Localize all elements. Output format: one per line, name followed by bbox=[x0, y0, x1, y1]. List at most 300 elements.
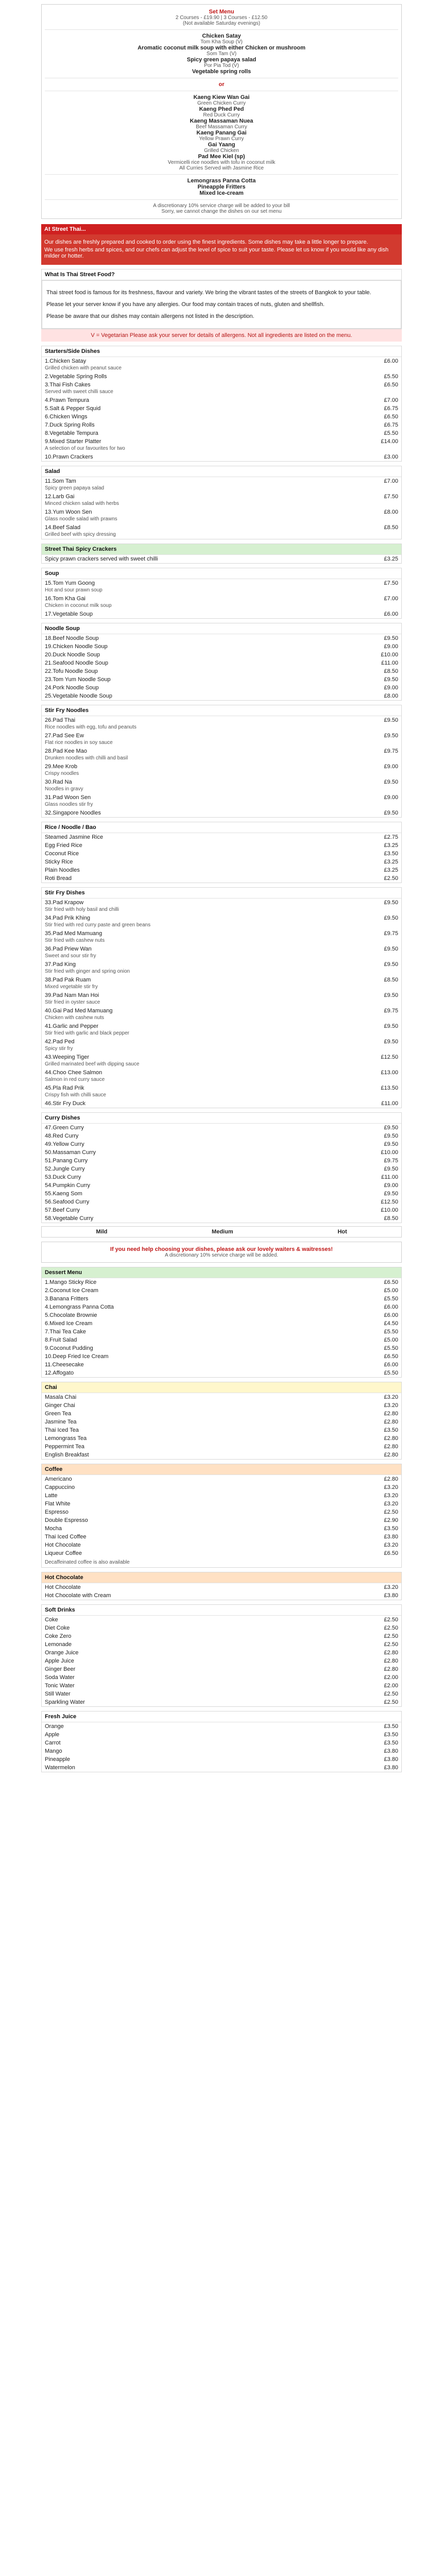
menu-item-price: £5.50 bbox=[384, 374, 398, 380]
menu-item-price: £5.00 bbox=[384, 1287, 398, 1294]
dessert-header: Dessert Menu bbox=[42, 1267, 401, 1278]
menu-item-row bbox=[42, 991, 401, 999]
menu-item-price: £9.50 bbox=[384, 779, 398, 785]
menu-item-row bbox=[42, 610, 401, 618]
menu-item-name: 4.Prawn Tempura bbox=[45, 397, 90, 403]
menu-item-row bbox=[42, 1369, 401, 1377]
menu-item-name: 18.Beef Noodle Soup bbox=[45, 635, 99, 641]
menu-item-desc: Salmon in red curry sauce bbox=[45, 1077, 105, 1082]
set-menu-min: (Not available Saturday evenings) bbox=[182, 21, 261, 26]
menu-item-price: £7.00 bbox=[384, 397, 398, 403]
menu-item-row bbox=[42, 716, 401, 724]
menu-item-price: £9.50 bbox=[384, 717, 398, 723]
menu-item-price: £6.00 bbox=[384, 1362, 398, 1368]
menu-item-price: £3.20 bbox=[384, 1542, 398, 1548]
menu-item-row bbox=[42, 1099, 401, 1108]
menu-item-row bbox=[42, 1541, 401, 1549]
menu-item-price: £7.50 bbox=[384, 580, 398, 586]
legend-medium: Medium bbox=[212, 1229, 233, 1235]
menu-item-name: 37.Pad King bbox=[45, 961, 76, 968]
menu-item-name: 29.Mee Krob bbox=[45, 764, 77, 770]
menu-item-desc: Hot and sour prawn soup bbox=[45, 587, 103, 593]
menu-item-price: £9.50 bbox=[384, 992, 398, 998]
menu-item-name: Lemongrass Tea bbox=[45, 1435, 87, 1442]
menu-item-price: £2.80 bbox=[384, 1666, 398, 1672]
menu-item-row bbox=[42, 1434, 401, 1443]
menu-item-price: £3.20 bbox=[384, 1394, 398, 1400]
menu-item-row bbox=[42, 1690, 401, 1698]
menu-item-price: £9.00 bbox=[384, 643, 398, 650]
menu-item-row bbox=[42, 659, 401, 667]
menu-item-row bbox=[42, 1731, 401, 1739]
menu-item-name: Steamed Jasmine Rice bbox=[45, 834, 104, 840]
menu-item-row bbox=[42, 1007, 401, 1015]
menu-item-row bbox=[42, 1508, 401, 1516]
menu-item-row bbox=[42, 1665, 401, 1673]
menu-item-row bbox=[42, 1722, 401, 1731]
menu-item-price: £9.75 bbox=[384, 1158, 398, 1164]
menu-item-row bbox=[42, 372, 401, 381]
menu-item-row bbox=[42, 1344, 401, 1352]
menu-item-name: 51.Panang Curry bbox=[45, 1158, 88, 1164]
menu-item-price: £12.50 bbox=[381, 1199, 398, 1205]
menu-item-row bbox=[42, 945, 401, 953]
set-dessert: Lemongrass Panna Cotta bbox=[187, 178, 256, 184]
menu-item-name: English Breakfast bbox=[45, 1452, 89, 1458]
menu-item-row bbox=[42, 1764, 401, 1772]
menu-item-price: £5.50 bbox=[384, 1329, 398, 1335]
menu-item-row bbox=[42, 1038, 401, 1046]
menu-item-price: £7.00 bbox=[384, 596, 398, 602]
menu-item-price: £9.50 bbox=[384, 1133, 398, 1139]
menu-item-name: 20.Duck Noodle Soup bbox=[45, 652, 100, 658]
menu-item-desc: Sweet and sour stir fry bbox=[45, 953, 96, 959]
menu-item-row bbox=[42, 1533, 401, 1541]
menu-item-row bbox=[42, 1190, 401, 1198]
menu-item-name: 25.Vegetable Noodle Soup bbox=[45, 693, 112, 699]
menu-item-row bbox=[42, 1352, 401, 1361]
menu-item-row bbox=[42, 747, 401, 755]
menu-item-name: Egg Fried Rice bbox=[45, 842, 82, 849]
menu-item-price: £2.80 bbox=[384, 1419, 398, 1425]
section-header: Starters/Side Dishes bbox=[42, 346, 401, 357]
set-starter-sub: Por Pia Tod (V) bbox=[204, 63, 239, 69]
menu-item-row bbox=[42, 667, 401, 675]
menu-item-price: £9.50 bbox=[384, 733, 398, 739]
coffee-section bbox=[41, 1464, 402, 1568]
menu-item-price: £2.80 bbox=[384, 1650, 398, 1656]
menu-item-price: £6.75 bbox=[384, 405, 398, 412]
menu-item-name: 7.Duck Spring Rolls bbox=[45, 422, 95, 428]
info-section bbox=[41, 269, 402, 329]
menu-item-price: £9.50 bbox=[384, 1166, 398, 1172]
set-mains bbox=[45, 94, 398, 171]
section-header: Stir Fry Noodles bbox=[42, 705, 401, 716]
menu-item-price: £11.00 bbox=[381, 1174, 398, 1180]
menu-item-desc: Drunken noodles with chilli and basil bbox=[45, 755, 128, 761]
menu-item-price: £6.50 bbox=[384, 1353, 398, 1360]
menu-item-price: £9.75 bbox=[384, 1008, 398, 1014]
menu-item-name: 6.Mixed Ice Cream bbox=[45, 1320, 93, 1327]
menu-item-name: Jasmine Tea bbox=[45, 1419, 77, 1425]
soft-drinks-section bbox=[41, 1604, 402, 1707]
menu-item-name: 10.Prawn Crackers bbox=[45, 454, 93, 460]
menu-item-name: Peppermint Tea bbox=[45, 1444, 84, 1450]
menu-item-row bbox=[42, 1591, 401, 1600]
menu-item-price: £9.50 bbox=[384, 1191, 398, 1197]
set-dessert: Pineapple Fritters bbox=[197, 184, 246, 190]
menu-section bbox=[41, 887, 402, 1108]
menu-item-row bbox=[42, 1492, 401, 1500]
section-header: Salad bbox=[42, 466, 401, 477]
menu-item-name: 11.Cheesecake bbox=[45, 1362, 84, 1368]
menu-item-row bbox=[42, 523, 401, 532]
menu-item-price: £10.00 bbox=[381, 1207, 398, 1213]
menu-item-name: Ginger Chai bbox=[45, 1402, 75, 1409]
menu-item-name: 7.Thai Tea Cake bbox=[45, 1329, 86, 1335]
menu-item-price: £9.50 bbox=[384, 1039, 398, 1045]
menu-item-desc: Flat rice noodles in soy sauce bbox=[45, 740, 113, 745]
menu-item-name: Orange bbox=[45, 1723, 64, 1730]
menu-item-price: £9.50 bbox=[384, 676, 398, 683]
menu-item-price: £5.50 bbox=[384, 1296, 398, 1302]
section-header: Noodle Soup bbox=[42, 623, 401, 634]
menu-item-name: Cappuccino bbox=[45, 1484, 75, 1490]
section-header: Street Thai Spicy Crackers bbox=[42, 544, 401, 555]
menu-item-name: 47.Green Curry bbox=[45, 1125, 84, 1131]
menu-item-desc: Served with sweet chilli sauce bbox=[45, 389, 113, 395]
menu-item-desc: Minced chicken salad with herbs bbox=[45, 501, 119, 506]
set-main-sub: Red Duck Curry bbox=[203, 112, 240, 118]
menu-item-desc: Crispy fish with chilli sauce bbox=[45, 1092, 106, 1098]
menu-item-name: 31.Pad Woon Sen bbox=[45, 794, 91, 801]
menu-item-name: 12.Affogato bbox=[45, 1370, 74, 1376]
info-header: What Is Thai Street Food? bbox=[42, 269, 401, 280]
set-main: Kaeng Massaman Nuea bbox=[190, 118, 253, 124]
menu-item-name: Lemonade bbox=[45, 1641, 72, 1648]
set-main-sub: Grilled Chicken bbox=[204, 148, 239, 154]
set-main-sub: Beef Massaman Curry bbox=[196, 124, 247, 130]
menu-item-desc: Rice noodles with egg, tofu and peanuts bbox=[45, 724, 137, 730]
menu-item-row bbox=[42, 1132, 401, 1140]
menu-item-row bbox=[42, 866, 401, 874]
menu-item-row bbox=[42, 1649, 401, 1657]
menu-item-row bbox=[42, 1295, 401, 1303]
coffee-note: Decaffeinated coffee is also available bbox=[45, 1560, 130, 1565]
menu-item-row bbox=[42, 1393, 401, 1401]
menu-item-price: £2.00 bbox=[384, 1683, 398, 1689]
menu-item-name: 1.Chicken Satay bbox=[45, 358, 87, 364]
menu-item-name: 19.Chicken Noodle Soup bbox=[45, 643, 108, 650]
fresh-juice-section bbox=[41, 1711, 402, 1772]
menu-item-price: £3.50 bbox=[384, 1723, 398, 1730]
menu-item-price: £9.75 bbox=[384, 748, 398, 754]
allergy-text: Please let your server know if you have any allergies. Our food may contain traces of nuts, gluten and shellfish. bbox=[46, 301, 325, 308]
menu-item-name: 11.Som Tam bbox=[45, 478, 76, 484]
menu-item-name: 21.Seafood Noodle Soup bbox=[45, 660, 108, 666]
menu-item-name: 40.Gai Pad Med Mamuang bbox=[45, 1008, 113, 1014]
menu-item-price: £3.25 bbox=[384, 842, 398, 849]
menu-item-price: £6.00 bbox=[384, 358, 398, 364]
set-desserts bbox=[45, 178, 398, 196]
menu-item-price: £10.00 bbox=[381, 652, 398, 658]
menu-item-desc: Spicy green papaya salad bbox=[45, 485, 105, 491]
menu-item-name: Coconut Rice bbox=[45, 851, 79, 857]
menu-item-name: 2.Vegetable Spring Rolls bbox=[45, 374, 107, 380]
menu-item-price: £2.80 bbox=[384, 1411, 398, 1417]
menu-item-row bbox=[42, 1173, 401, 1181]
set-mains-note: All Curries Served with Jasmine Rice bbox=[179, 165, 264, 171]
menu-item-name: 15.Tom Yum Goong bbox=[45, 580, 95, 586]
menu-item-desc: Stir fried with cashew nuts bbox=[45, 938, 105, 943]
menu-item-price: £10.00 bbox=[381, 1149, 398, 1156]
menu-item-price: £2.00 bbox=[384, 1674, 398, 1681]
hot-chocolate-header: Hot Chocolate bbox=[42, 1572, 401, 1583]
menu-item-name: 6.Chicken Wings bbox=[45, 414, 88, 420]
menu-item-name: Tonic Water bbox=[45, 1683, 75, 1689]
menu-item-desc: Chicken with cashew nuts bbox=[45, 1015, 105, 1021]
legend-hot: Hot bbox=[337, 1229, 347, 1235]
menu-item-row bbox=[42, 1328, 401, 1336]
menu-item-price: £2.80 bbox=[384, 1452, 398, 1458]
menu-item-name: 48.Red Curry bbox=[45, 1133, 79, 1139]
menu-item-price: £8.00 bbox=[384, 509, 398, 515]
hot-chocolate-section bbox=[41, 1572, 402, 1600]
set-starter: Chicken Satay bbox=[202, 33, 241, 39]
menu-section bbox=[41, 346, 402, 462]
menu-item-name: 23.Tom Yum Noodle Soup bbox=[45, 676, 111, 683]
menu-item-row bbox=[42, 477, 401, 485]
menu-item-name: 4.Lemongrass Panna Cotta bbox=[45, 1304, 114, 1310]
menu-item-price: £2.50 bbox=[384, 1633, 398, 1639]
menu-item-row bbox=[42, 675, 401, 684]
menu-item-name: 45.Pla Rad Prik bbox=[45, 1085, 84, 1091]
menu-item-name: 50.Massaman Curry bbox=[45, 1149, 96, 1156]
menu-item-name: 8.Fruit Salad bbox=[45, 1337, 77, 1343]
menu-item-name: 12.Larb Gai bbox=[45, 494, 75, 500]
menu-item-price: £6.00 bbox=[384, 1312, 398, 1318]
menu-item-price: £5.50 bbox=[384, 430, 398, 436]
menu-item-row bbox=[42, 1616, 401, 1624]
set-menu bbox=[41, 4, 402, 219]
menu-item-price: £3.20 bbox=[384, 1484, 398, 1490]
menu-item-name: Roti Bread bbox=[45, 875, 72, 882]
menu-item-price: £5.50 bbox=[384, 1370, 398, 1376]
menu-item-row bbox=[42, 1140, 401, 1148]
menu-item-name: 49.Yellow Curry bbox=[45, 1141, 84, 1147]
menu-item-name: Mango bbox=[45, 1748, 62, 1754]
menu-item-name: Hot Chocolate bbox=[45, 1542, 81, 1548]
menu-item-row bbox=[42, 762, 401, 771]
menu-item-name: Carrot bbox=[45, 1740, 61, 1746]
menu-item-name: Hot Chocolate with Cream bbox=[45, 1592, 111, 1599]
menu-item-price: £11.00 bbox=[381, 660, 398, 666]
menu-item-price: £7.50 bbox=[384, 494, 398, 500]
menu-item-row bbox=[42, 1214, 401, 1223]
menu-item-price: £9.50 bbox=[384, 961, 398, 968]
menu-item-row bbox=[42, 381, 401, 389]
about-header: At Street Thai... bbox=[41, 224, 402, 234]
menu-item-row bbox=[42, 732, 401, 740]
menu-item-price: £3.80 bbox=[384, 1592, 398, 1599]
coffee-header: Coffee bbox=[42, 1464, 401, 1475]
set-main: Pad Mee Kiel (sp) bbox=[198, 154, 245, 160]
menu-item-name: 2.Coconut Ice Cream bbox=[45, 1287, 98, 1294]
menu-section bbox=[41, 1112, 402, 1223]
menu-item-name: Apple Juice bbox=[45, 1658, 74, 1664]
menu-item-row bbox=[42, 976, 401, 984]
menu-item-name: 36.Pad Priew Wan bbox=[45, 946, 92, 952]
menu-item-row bbox=[42, 1303, 401, 1311]
menu-item-price: £5.50 bbox=[384, 1345, 398, 1351]
menu-item-price: £2.50 bbox=[384, 1617, 398, 1623]
menu-item-price: £9.50 bbox=[384, 810, 398, 816]
menu-item-price: £8.50 bbox=[384, 977, 398, 983]
menu-item-row bbox=[42, 508, 401, 516]
menu-item-row bbox=[42, 1673, 401, 1682]
menu-item-price: £2.50 bbox=[384, 1691, 398, 1697]
menu-item-desc: Noodles in gravy bbox=[45, 786, 83, 792]
chai-header: Chai bbox=[42, 1382, 401, 1393]
menu-item-name: Sticky Rice bbox=[45, 859, 73, 865]
allergy-text-2: Please be aware that our dishes may contain allergens not listed in the description. bbox=[46, 313, 254, 319]
menu-item-row bbox=[42, 1069, 401, 1077]
menu-item-row bbox=[42, 1022, 401, 1030]
menu-item-name: Hot Chocolate bbox=[45, 1584, 81, 1590]
set-main: Kaeng Panang Gai bbox=[196, 130, 247, 136]
menu-item-price: £3.20 bbox=[384, 1584, 398, 1590]
menu-item-name: 14.Beef Salad bbox=[45, 524, 81, 531]
menu-item-row bbox=[42, 850, 401, 858]
info-text: Thai street food is famous for its freshness, flavour and variety. We bring the vibrant tastes of the streets of Bangkok to your table. bbox=[46, 290, 371, 296]
menu-item-name: 9.Mixed Starter Platter bbox=[45, 438, 101, 445]
menu-item-row bbox=[42, 413, 401, 421]
menu-item-row bbox=[42, 1682, 401, 1690]
menu-item-name: 3.Thai Fish Cakes bbox=[45, 382, 91, 388]
menu-item-name: Spicy prawn crackers served with sweet chilli bbox=[45, 556, 158, 562]
menu-item-price: £9.00 bbox=[384, 764, 398, 770]
menu-item-price: £6.00 bbox=[384, 1304, 398, 1310]
menu-item-name: 57.Beef Curry bbox=[45, 1207, 80, 1213]
menu-item-name: Mocha bbox=[45, 1526, 62, 1532]
set-starters bbox=[45, 33, 398, 75]
menu-section bbox=[41, 822, 402, 883]
menu-item-price: £2.50 bbox=[384, 1641, 398, 1648]
section-header: Soup bbox=[42, 568, 401, 579]
menu-item-row bbox=[42, 841, 401, 850]
menu-item-name: Sparkling Water bbox=[45, 1699, 85, 1705]
menu-item-name: Double Espresso bbox=[45, 1517, 88, 1523]
fresh-juice-header: Fresh Juice bbox=[42, 1711, 401, 1722]
menu-item-row bbox=[42, 1443, 401, 1451]
menu-item-price: £2.80 bbox=[384, 1435, 398, 1442]
menu-item-row bbox=[42, 1640, 401, 1649]
menu-item-row bbox=[42, 634, 401, 642]
set-main: Gai Yaang bbox=[208, 142, 235, 148]
menu-item-desc: Stir fried with holy basil and chilli bbox=[45, 907, 119, 912]
menu-item-row bbox=[42, 1418, 401, 1426]
menu-item-price: £9.50 bbox=[384, 1023, 398, 1029]
menu-item-name: Liqueur Coffee bbox=[45, 1550, 82, 1556]
set-dessert: Mixed Ice-cream bbox=[199, 190, 244, 196]
menu-item-row bbox=[42, 555, 401, 563]
menu-item-row bbox=[42, 1148, 401, 1157]
menu-item-row bbox=[42, 493, 401, 501]
menu-item-price: £4.50 bbox=[384, 1320, 398, 1327]
menu-item-name: 13.Yum Woon Sen bbox=[45, 509, 92, 515]
menu-section bbox=[41, 623, 402, 701]
menu-item-name: Latte bbox=[45, 1493, 58, 1499]
menu-item-desc: A selection of our favourites for two bbox=[45, 446, 125, 451]
menu-item-name: Green Tea bbox=[45, 1411, 72, 1417]
menu-item-name: 41.Garlic and Pepper bbox=[45, 1023, 98, 1029]
menu-item-price: £3.80 bbox=[384, 1756, 398, 1762]
menu-item-price: £2.75 bbox=[384, 834, 398, 840]
menu-item-price: £9.00 bbox=[384, 1182, 398, 1189]
menu-item-row bbox=[42, 595, 401, 603]
menu-item-price: £9.50 bbox=[384, 1141, 398, 1147]
menu-item-name: Flat White bbox=[45, 1501, 71, 1507]
set-footer: Sorry, we cannot change the dishes on our set menu bbox=[161, 209, 282, 214]
menu-item-desc: Grilled beef with spicy dressing bbox=[45, 532, 116, 537]
menu-item-name: Thai Iced Coffee bbox=[45, 1534, 87, 1540]
menu-item-row bbox=[42, 1206, 401, 1214]
menu-item-row bbox=[42, 453, 401, 461]
menu-item-row bbox=[42, 1632, 401, 1640]
menu-item-row bbox=[42, 1500, 401, 1508]
menu-item-desc: Grilled chicken with peanut sauce bbox=[45, 365, 122, 371]
menu-item-name: Masala Chai bbox=[45, 1394, 77, 1400]
help-box bbox=[41, 1242, 402, 1263]
set-main: Kaeng Phed Ped bbox=[199, 106, 244, 112]
menu-item-price: £5.00 bbox=[384, 1337, 398, 1343]
menu-item-name: 28.Pad Kee Mao bbox=[45, 748, 87, 754]
menu-item-row bbox=[42, 684, 401, 692]
menu-item-name: 9.Coconut Pudding bbox=[45, 1345, 93, 1351]
menu-item-row bbox=[42, 1336, 401, 1344]
menu-item-row bbox=[42, 1278, 401, 1286]
menu-item-row bbox=[42, 1475, 401, 1483]
menu-item-desc: Stir fried with ginger and spring onion bbox=[45, 969, 130, 974]
menu-item-row bbox=[42, 1311, 401, 1319]
menu-item-row bbox=[42, 1053, 401, 1061]
menu-item-row bbox=[42, 1516, 401, 1524]
menu-item-price: £3.25 bbox=[384, 867, 398, 873]
menu-item-name: 52.Jungle Curry bbox=[45, 1166, 85, 1172]
menu-item-row bbox=[42, 1157, 401, 1165]
menu-item-name: 53.Duck Curry bbox=[45, 1174, 81, 1180]
menu-item-name: 42.Pad Ped bbox=[45, 1039, 75, 1045]
menu-item-row bbox=[42, 579, 401, 587]
section-header: Curry Dishes bbox=[42, 1113, 401, 1124]
menu-item-desc: Stir fried with red curry paste and green beans bbox=[45, 922, 151, 928]
menu-item-desc: Glass noodles stir fry bbox=[45, 802, 93, 807]
menu-item-name: 35.Pad Med Mamuang bbox=[45, 930, 103, 937]
set-main: Kaeng Kiew Wan Gai bbox=[193, 94, 250, 100]
menu-item-price: £3.20 bbox=[384, 1402, 398, 1409]
menu-item-desc: Glass noodle salad with prawns bbox=[45, 516, 117, 522]
menu-item-name: 30.Rad Na bbox=[45, 779, 72, 785]
menu-item-price: £2.50 bbox=[384, 1625, 398, 1631]
menu-item-price: £9.00 bbox=[384, 685, 398, 691]
menu-item-price: £3.00 bbox=[384, 454, 398, 460]
menu-item-name: Still Water bbox=[45, 1691, 71, 1697]
menu-item-row bbox=[42, 396, 401, 404]
menu-item-desc: Crispy noodles bbox=[45, 771, 79, 776]
set-starter-sub: Tom Kha Soup (V) bbox=[200, 39, 243, 45]
menu-item-row bbox=[42, 960, 401, 969]
menu-item-price: £13.50 bbox=[381, 1085, 398, 1091]
